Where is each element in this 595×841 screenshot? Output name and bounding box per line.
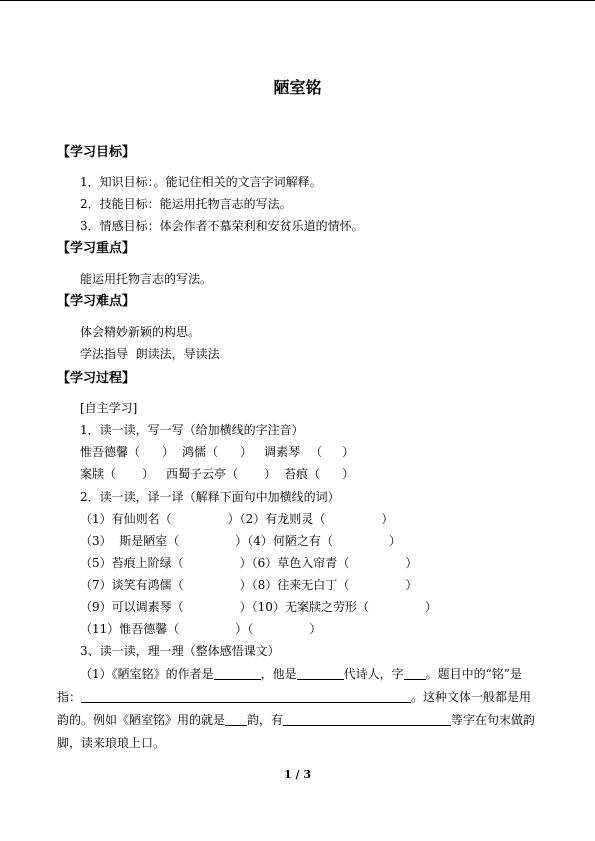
paren-open: （ <box>167 534 180 548</box>
translation-item: （11）惟吾德馨 <box>80 622 168 636</box>
paren-close: ） <box>424 600 437 614</box>
method-line <box>80 346 220 366</box>
paren-open: （ <box>171 578 184 592</box>
goal-item <box>80 218 364 238</box>
pinyin-row <box>80 444 354 464</box>
answer-blank <box>283 713 451 726</box>
answer-gap <box>320 466 342 478</box>
paren-close: ） <box>240 445 253 459</box>
self-study-label: [自主学习] <box>80 401 138 415</box>
paren-close: ） <box>162 445 175 459</box>
paren-close: ） <box>239 600 252 614</box>
answer-blank <box>297 667 344 680</box>
answer-gap <box>322 444 342 456</box>
pinyin-word: 鸿儒 <box>182 445 207 459</box>
task2-instruction-line <box>80 489 340 509</box>
answer-blank <box>81 690 411 703</box>
paren-open: （ <box>337 578 350 592</box>
translation-row <box>80 621 321 641</box>
paren-close: ） <box>388 534 401 548</box>
pinyin-word: 西蜀子云亭 <box>166 467 227 481</box>
goal-text: 1．知识目标：。能记住相关的文言字词解释。 <box>80 175 322 189</box>
answer-gap <box>184 555 240 567</box>
answer-gap <box>179 533 235 545</box>
paren-open: （ <box>167 622 180 636</box>
answer-gap <box>238 466 264 478</box>
goal-item <box>80 196 292 216</box>
translation-row <box>80 555 417 575</box>
answer-blank <box>404 667 426 680</box>
goals-heading: 【学习目标】 <box>57 145 136 160</box>
paren-open: （ <box>171 556 184 570</box>
answer-gap <box>140 444 162 456</box>
question-text: 韵的。例如《陋室铭》用的就是 <box>57 713 226 727</box>
paren-close: ） <box>342 467 355 481</box>
answer-gap <box>218 444 240 456</box>
pinyin-word: 惟吾德馨 <box>80 445 129 459</box>
answer-gap <box>116 466 142 478</box>
answer-gap <box>369 599 425 611</box>
paren-open: （ <box>310 445 323 459</box>
pinyin-word: 案牍 <box>80 467 105 481</box>
difficulty-text: 体会精妙新颖的构思。 <box>80 325 201 339</box>
pinyin-word: 调素琴 <box>264 445 301 459</box>
paren-close: ） <box>342 445 355 459</box>
paren-close: ） <box>309 622 322 636</box>
difficulty-heading: 【学习难点】 <box>57 294 136 309</box>
goal-text: 3．情感目标：体会作者不慕荣利和安贫乐道的情怀。 <box>80 219 364 233</box>
paren-close: ） <box>142 467 155 481</box>
translation-item: （7）谈笑有鸿儒 <box>80 578 172 592</box>
question-line <box>57 735 165 755</box>
question-text: 。这种文体一般都是用 <box>411 690 532 704</box>
question-line <box>57 712 535 732</box>
paren-open: （ <box>337 556 350 570</box>
question-text: 韵，有 <box>247 713 284 727</box>
paren-close: ） <box>405 578 418 592</box>
paren-close: ） <box>405 556 418 570</box>
page-title: 陋室铭 <box>273 78 322 97</box>
paren-open: （ <box>308 467 321 481</box>
paren-close: ） <box>235 534 248 548</box>
translation-item: （6）草色入帘青 <box>251 556 338 570</box>
paren-open: （ <box>128 445 141 459</box>
question-text: 脚，读来琅琅上口。 <box>57 736 166 750</box>
task3-instruction-line <box>80 643 280 663</box>
page-number: 1 / 3 <box>284 768 311 781</box>
translation-row <box>80 599 437 619</box>
paren-close: ） <box>264 467 277 481</box>
paren-close: ） <box>235 622 248 636</box>
translation-item: （3） 斯是陋室 <box>80 534 168 548</box>
translation-item: （4）何陋之有 <box>247 534 321 548</box>
answer-gap <box>325 511 381 523</box>
method-text: 学法指导 朗读法，导读法 <box>80 347 220 361</box>
answer-blank <box>214 667 261 680</box>
paren-open: （ <box>320 534 333 548</box>
translation-row <box>80 533 401 553</box>
paren-close: ） <box>381 512 394 526</box>
self-study-line <box>80 400 137 420</box>
focus-line <box>80 271 212 291</box>
goal-text: 2．技能目标：能运用托物言志的写法。 <box>80 197 292 211</box>
question-line <box>57 689 531 709</box>
translation-item: （10）无案牍之劳形 <box>251 600 357 614</box>
goal-item <box>80 174 322 194</box>
paren-open: （ <box>171 600 184 614</box>
pinyin-row <box>80 466 354 486</box>
paren-open: （ <box>247 622 254 636</box>
answer-blank <box>225 713 247 726</box>
process-heading: 【学习过程】 <box>57 371 136 386</box>
translation-row <box>80 577 417 597</box>
question-line <box>80 666 522 686</box>
translation-item: （5）苔痕上阶绿 <box>80 556 172 570</box>
task1-instruction: 1．读一读，写一写（给加横线的字注音） <box>80 423 304 437</box>
question-text: （1）《陋室铭》的作者是 <box>80 667 214 681</box>
question-text: 代诗人，字 <box>343 667 404 681</box>
paren-close: ） <box>239 578 252 592</box>
question-text: 等字在句末做韵 <box>451 713 536 727</box>
answer-gap <box>179 621 235 633</box>
answer-gap <box>184 599 240 611</box>
paren-close: ） <box>239 556 252 570</box>
answer-gap <box>349 577 405 589</box>
translation-item: （8）往来无白丁 <box>251 578 338 592</box>
translation-item: （2）有龙则灵 <box>239 512 314 526</box>
answer-gap <box>184 577 240 589</box>
answer-gap <box>172 511 228 523</box>
paren-open: （ <box>206 445 219 459</box>
answer-gap <box>333 533 389 545</box>
paren-open: （ <box>356 600 369 614</box>
paren-open: （ <box>159 512 172 526</box>
paren-open: （ <box>313 512 326 526</box>
paren-open: （ <box>104 467 117 481</box>
paren-close: ） <box>227 512 240 526</box>
task2-instruction: 2．读一读，译一译（解释下面句中加横线的词） <box>80 490 340 504</box>
question-text: 。题目中的“铭”是 <box>425 667 522 681</box>
task3-instruction: 3、读一读，理一理（整体感悟课文） <box>80 644 280 658</box>
translation-row <box>80 511 393 531</box>
question-text: 指： <box>57 690 82 704</box>
focus-text: 能运用托物言志的写法。 <box>80 272 213 286</box>
translation-item: （9）可以调素琴 <box>80 600 172 614</box>
paren-open: （ <box>226 467 239 481</box>
pinyin-word: 苔痕 <box>284 467 309 481</box>
question-text: ，他是 <box>260 667 297 681</box>
translation-item: （1）有仙则名 <box>80 512 160 526</box>
task1-instruction-line <box>80 422 304 442</box>
difficulty-line <box>80 324 200 344</box>
answer-gap <box>349 555 405 567</box>
answer-gap <box>253 621 309 633</box>
top-border <box>0 0 595 1</box>
focus-heading: 【学习重点】 <box>57 241 136 256</box>
